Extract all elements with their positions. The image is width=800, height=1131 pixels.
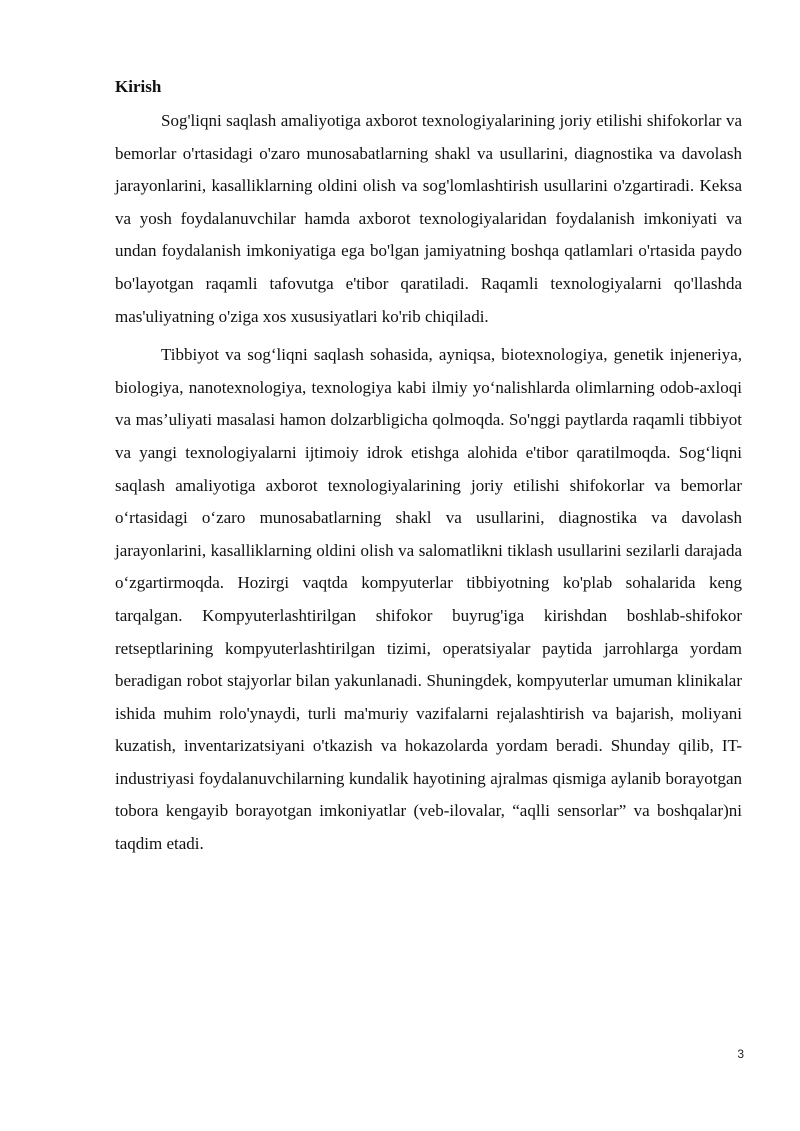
paragraph-2: Tibbiyot va sog‘liqni saqlash sohasida, ayniqsa, biotexnologiya, genetik injeneriya, biologiya, nanotexnologiya, texnologiya kabi ilmiy yo‘nalishlarda olimlarning odob-axloqi va mas’uliyati masalasi hamon dolzarbligicha qolmoqda. So'nggi paytlarda raqamli tibbiyot va yangi texnologiyalarni ijtimoiy idrok etishga alohida e'tibor qaratilmoqda. Sog‘liqni saqlash amaliyotiga axborot texnologiyalarining joriy etilishi shifokorlar va bemorlar o‘rtasidagi o‘zaro munosabatlarning shakl va usullarini, diagnostika va davolash jarayonlarini, kasalliklarning oldini olish va salomatlikni tiklash usullarini sezilarli darajada o‘zgartirmoqda. Hozirgi vaqtda kompyuterlar tibbiyotning ko'plab sohalarida keng tarqalgan. Kompyuterlashtirilgan shifokor buyrug'iga kirishdan boshlab-shifokor retseptlarining kompyuterlashtirilgan tizimi, operatsiyalar paytida jarrohlarga yordam beradigan robot stajyorlar bilan yakunlanadi. Shuningdek, kompyuterlar umuman klinikalar ishida muhim rolo'ynaydi, turli ma'muriy vazifalarni rejalashtirish va bajarish, moliyani kuzatish, inventarizatsiyani o'tkazish va hokazolarda yordam beradi. Shunday qilib, IT-industriyasi foydalanuvchilarning kundalik hayotining ajralmas qismiga aylanib borayotgan tobora kengayib borayotgan imkoniyatlar (veb-ilovalar, “aqlli sensorlar” va boshqalar)ni taqdim etadi. bbox=[115, 345, 742, 854]
paragraph-1: Sog'liqni saqlash amaliyotiga axborot texnologiyalarining joriy etilishi shifokorlar va bemorlar o'rtasidagi o'zaro munosabatlarning shakl va usullarini, diagnostika va davolash jarayonlarini, kasalliklarning oldini olish va sog'lomlashtirish usullarini o'zgartiradi. Keksa va yosh foydalanuvchilar hamda axborot texnologiyalaridan foydalanish imkoniyati va undan foydalanish imkoniyatiga ega bo'lgan jamiyatning boshqa qatlamlari o'rtasida paydo bo'layotgan raqamli tafovutga e'tibor qaratiladi. Raqamli texnologiyalarni qo'llashda mas'uliyatning o'ziga xos xususiyatlari ko'rib chiqiladi. bbox=[115, 111, 742, 326]
page-number: 3 bbox=[737, 1047, 744, 1061]
section-heading: Kirish bbox=[115, 77, 162, 96]
page-content bbox=[115, 74, 742, 867]
